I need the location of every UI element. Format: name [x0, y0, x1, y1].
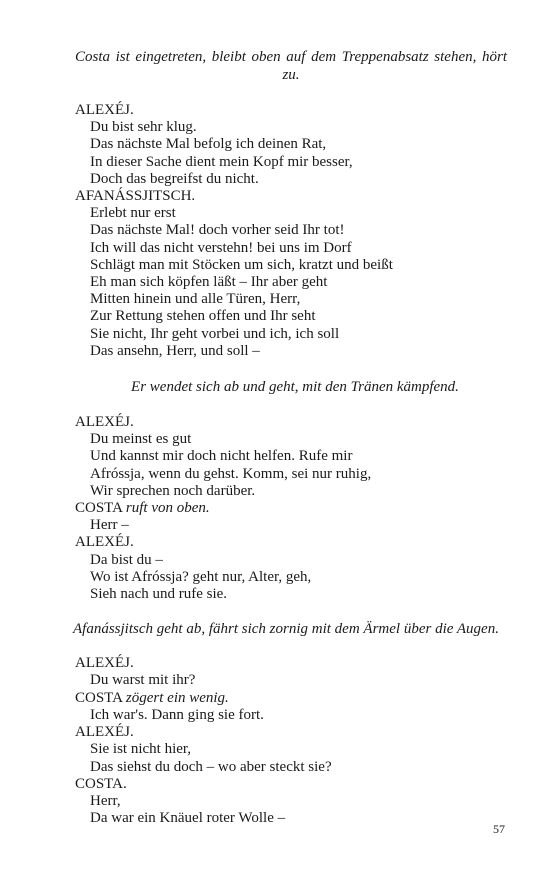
speaker-with-note	[75, 500, 507, 517]
speaker-name: AFANÁSSJITSCH.	[75, 188, 196, 205]
verse-line: Du meinst es gut	[90, 431, 192, 448]
verse-line: Sie ist nicht hier,	[90, 741, 192, 758]
speaker-name: ALEXÉJ.	[75, 655, 134, 672]
speaker-name: COSTA	[75, 689, 123, 706]
verse-line: Wir sprechen noch darüber.	[90, 482, 256, 499]
verse-line: Doch das begreifst du nicht.	[90, 170, 259, 187]
verse-line: Da bist du –	[90, 551, 163, 568]
verse-line: Du warst mit ihr?	[90, 672, 196, 689]
verse-line: Ich will das nicht verstehn! bei uns im Dorf	[90, 239, 352, 256]
speaker-name: COSTA.	[75, 775, 127, 792]
speaker-note: zögert ein wenig.	[125, 689, 229, 706]
verse-line: Sie nicht, Ihr geht vorbei und ich, ich soll	[90, 325, 340, 342]
verse-line: Das ansehn, Herr, und soll –	[90, 342, 260, 359]
page-number: 57	[493, 822, 505, 836]
verse-line: Zur Rettung stehen offen und Ihr seht	[90, 308, 316, 325]
speaker-name: ALEXÉJ.	[75, 102, 134, 118]
spacer	[75, 360, 507, 378]
verse-line: Das nächste Mal! doch vorher seid Ihr tot!	[90, 222, 345, 239]
verse-line: Ich war's. Dann ging sie fort.	[90, 706, 264, 723]
speaker-note: ruft von oben.	[125, 500, 210, 517]
stage-direction: Afanássjitsch geht ab, fährt sich zornig mit dem Ärmel über die Augen.	[73, 621, 499, 638]
spacer	[75, 84, 507, 102]
spacer	[75, 396, 507, 414]
spacer	[75, 603, 507, 620]
speaker-name: ALEXÉJ.	[75, 724, 134, 741]
verse-line: Und kannst mir doch nicht helfen. Rufe mir	[90, 448, 353, 465]
spacer	[75, 638, 507, 655]
speaker-name: ALEXÉJ.	[75, 534, 134, 551]
verse-line: Sieh nach und rufe sie.	[90, 586, 228, 603]
verse-line: Wo ist Afróssja? geht nur, Alter, geh,	[90, 568, 312, 585]
verse-line: Afróssja, wenn du gehst. Komm, sei nur ruhig,	[90, 465, 372, 482]
speaker-name: COSTA	[75, 500, 123, 517]
verse-line: Schlägt man mit Stöcken um sich, kratzt und beißt	[90, 256, 393, 273]
verse-line: In dieser Sache dient mein Kopf mir besser,	[90, 153, 353, 170]
stage-direction: Costa ist eingetreten, bleibt oben auf dem Treppenabsatz stehen, hört zu.	[75, 49, 507, 83]
verse-line: Das siehst du doch – wo aber steckt sie?	[90, 758, 332, 775]
verse-line: Herr,	[90, 792, 121, 809]
speaker-name: ALEXÉJ.	[75, 414, 134, 431]
speaker-with-note	[75, 690, 507, 707]
verse-line: Da war ein Knäuel roter Wolle –	[90, 810, 286, 827]
verse-line: Du bist sehr klug.	[90, 119, 197, 136]
verse-line: Mitten hinein und alle Türen, Herr,	[90, 291, 301, 308]
play-text	[75, 48, 507, 827]
verse-line: Das nächste Mal befolg ich deinen Rat,	[90, 136, 327, 153]
stage-direction: Er wendet sich ab und geht, mit den Tränen kämpfend.	[131, 379, 459, 396]
verse-line: Eh man sich köpfen läßt – Ihr aber geht	[90, 274, 328, 291]
verse-line: Herr –	[90, 517, 129, 534]
verse-line: Erlebt nur erst	[90, 205, 176, 222]
